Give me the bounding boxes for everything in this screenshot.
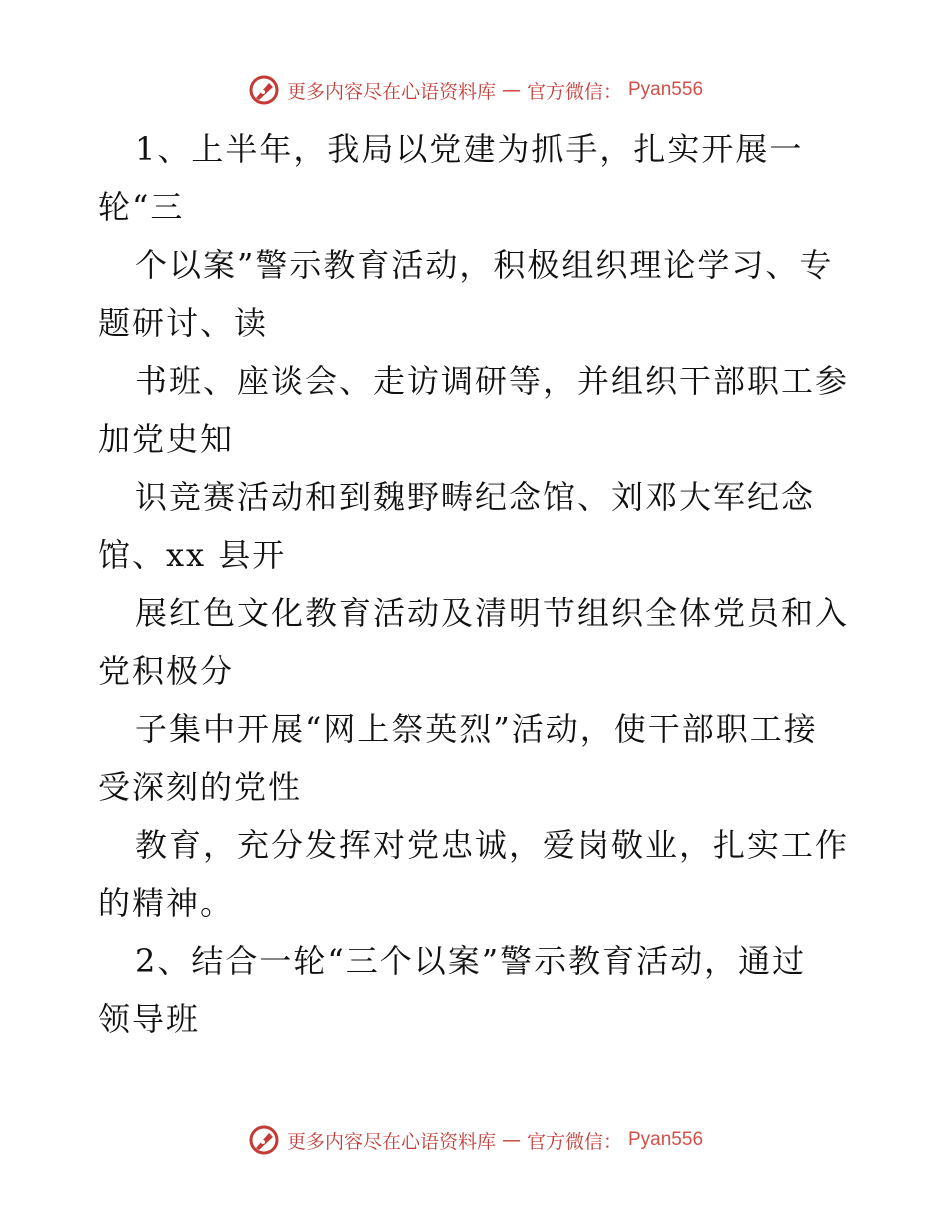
watermark-separator: — (501, 1129, 521, 1151)
text-line: 2、结合一轮“三个以案”警示教育活动，通过 (135, 942, 807, 980)
pen-nib-logo-icon (247, 1123, 281, 1157)
watermark-wechat-id: Pyan556 (628, 79, 704, 100)
watermark-separator: — (501, 79, 521, 101)
text-line: 识竞赛活动和到魏野畴纪念馆、刘邓大军纪念 (135, 478, 816, 516)
text-line: 领导班 (98, 1000, 201, 1038)
text-line: 教育，充分发挥对党忠诚，爱岗敬业，扎实工作 (135, 826, 850, 864)
text-line: 个以案”警示教育活动，积极组织理论学习、专 (135, 246, 834, 284)
text-line: 1、上半年，我局以党建为抓手，扎实开展一 (135, 130, 804, 168)
text-line: 党积极分 (98, 652, 235, 690)
text-line: 子集中开展“网上祭英烈”活动，使干部职工接 (135, 710, 818, 748)
text-line: 展红色文化教育活动及清明节组织全体党员和入 (135, 594, 850, 632)
text-line: 加党史知 (98, 420, 235, 458)
watermark-wechat-id: Pyan556 (628, 1129, 704, 1150)
header-watermark (0, 70, 950, 110)
footer-watermark (0, 1120, 950, 1160)
document-body (98, 120, 858, 1048)
text-line: 轮“三 (98, 188, 185, 226)
pen-nib-logo-icon (247, 73, 281, 107)
text-line: 的精神。 (98, 884, 235, 922)
watermark-brand-text: 更多内容尽在心语资料库 (286, 1130, 496, 1153)
text-line: 书班、座谈会、走访调研等，并组织干部职工参 (135, 362, 850, 400)
watermark-wechat-label: 官方微信： (526, 80, 622, 103)
text-line: 题研讨、读 (98, 304, 269, 342)
watermark-brand-text: 更多内容尽在心语资料库 (286, 80, 496, 103)
text-line: 受深刻的党性 (98, 768, 303, 806)
text-line: 馆、xx 县开 (98, 536, 287, 574)
watermark-wechat-label: 官方微信： (526, 1130, 622, 1153)
